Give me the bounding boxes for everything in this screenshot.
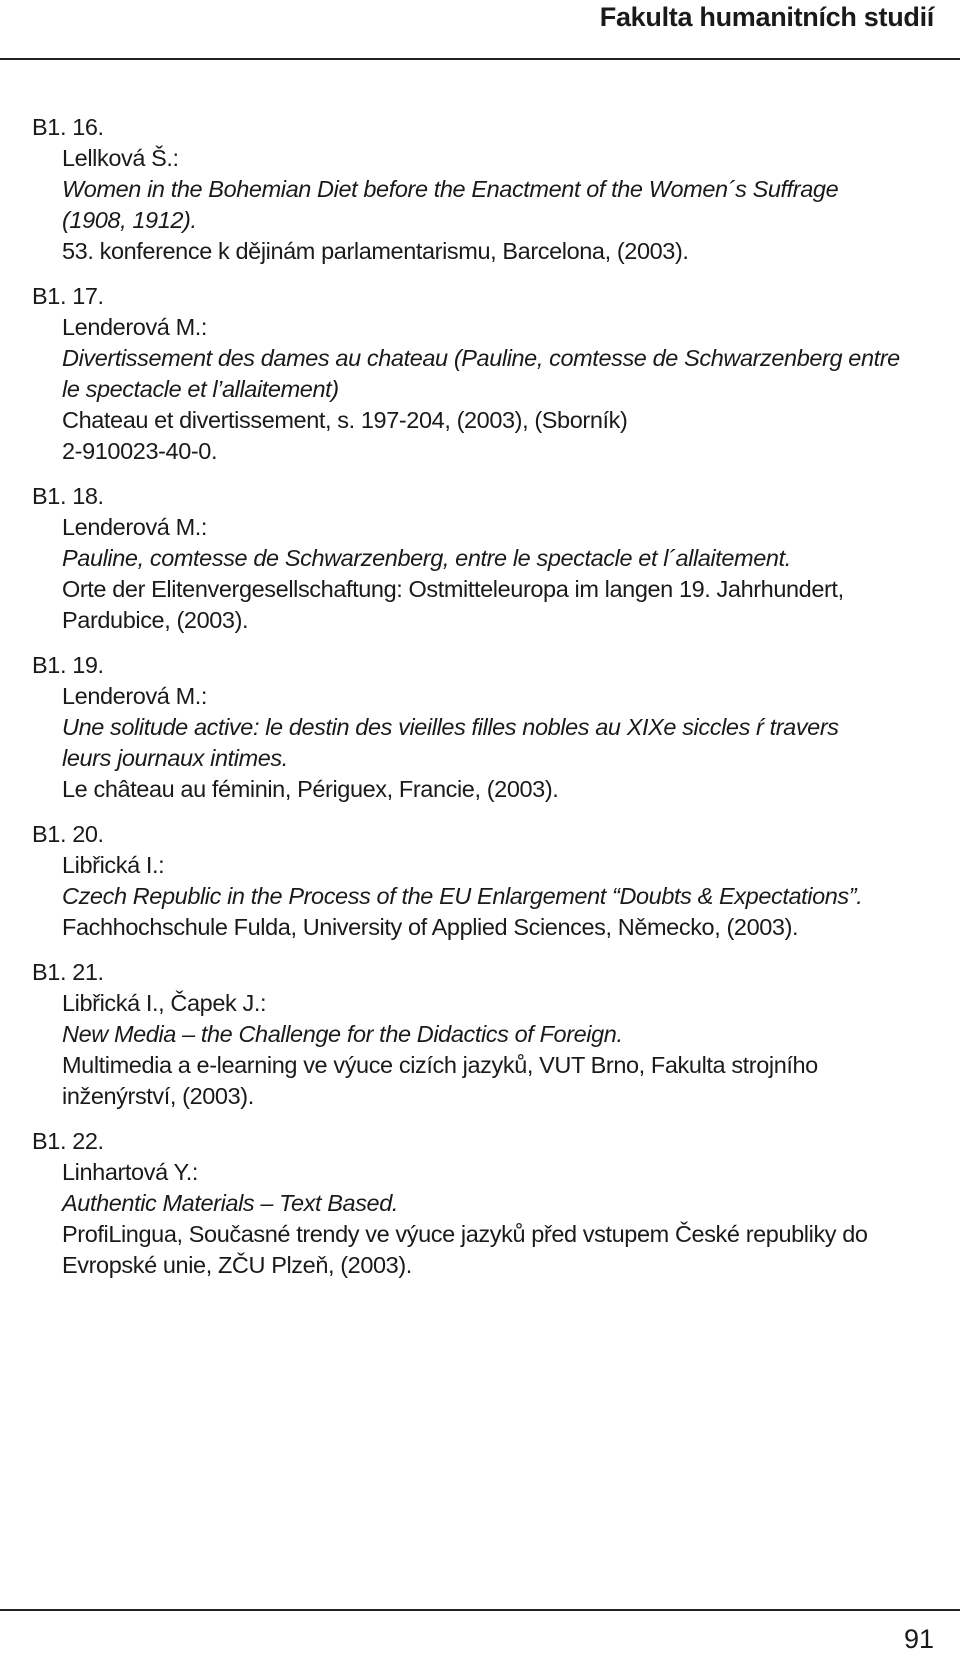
entry-title-line: Czech Republic in the Process of the EU Enlargement “Doubts & Expectations”. [62, 883, 863, 909]
bibliography-entry [32, 281, 932, 467]
entry-source-line: Fachhochschule Fulda, University of Applied Sciences, Německo, (2003). [62, 914, 799, 940]
entry-source-line: inženýrství, (2003). [62, 1083, 254, 1109]
page-header-title: Fakulta humanitních studií [599, 2, 934, 32]
entry-title-line: Divertissement des dames au chateau (Pauline, comtesse de Schwarzenberg entre [62, 345, 900, 371]
entry-title-line: le spectacle et l’allaitement) [62, 376, 339, 402]
bibliography-entry [32, 957, 932, 1112]
entry-title-line: Une solitude active: le destin des vieilles filles nobles au XIXe siccles ŕ travers [62, 714, 839, 740]
entry-id: B1. 17. [32, 283, 104, 309]
entry-author: Libřická I., Čapek J.: [62, 990, 267, 1016]
bibliography-entry [32, 819, 932, 943]
entry-source-line: Pardubice, (2003). [62, 607, 249, 633]
entry-author: Lenderová M.: [62, 514, 208, 540]
entry-source-line: 53. konference k dějinám parlamentarismu, Barcelona, (2003). [62, 238, 689, 264]
entry-id: B1. 22. [32, 1128, 104, 1154]
entry-source-line: Chateau et divertissement, s. 197-204, (2003), (Sborník) [62, 407, 628, 433]
bibliography-entry [32, 650, 932, 805]
entry-author: Linhartová Y.: [62, 1159, 198, 1185]
entry-source-line: ProfiLingua, Současné trendy ve výuce jazyků před vstupem České republiky do [62, 1221, 868, 1247]
entry-author: Lenderová M.: [62, 314, 208, 340]
entry-title-line: New Media – the Challenge for the Didactics of Foreign. [62, 1021, 623, 1047]
footer-divider [0, 1609, 960, 1611]
entry-author: Libřická I.: [62, 852, 165, 878]
page-number: 91 [903, 1624, 934, 1654]
entry-id: B1. 16. [32, 114, 104, 140]
entry-title-line: Authentic Materials – Text Based. [62, 1190, 399, 1216]
entry-id: B1. 20. [32, 821, 104, 847]
entry-source-line: Evropské unie, ZČU Plzeň, (2003). [62, 1252, 412, 1278]
entry-title-line: (1908, 1912). [62, 207, 197, 233]
entry-author: Lellková Š.: [62, 145, 179, 171]
bibliography-list [32, 112, 932, 1295]
entry-source-line: Orte der Elitenvergesellschaftung: Ostmitteleuropa im langen 19. Jahrhundert, [62, 576, 844, 602]
bibliography-entry [32, 1126, 932, 1281]
entry-title-line: Pauline, comtesse de Schwarzenberg, entre le spectacle et l´allaitement. [62, 545, 791, 571]
bibliography-entry [32, 112, 932, 267]
entry-id: B1. 18. [32, 483, 104, 509]
entry-id: B1. 21. [32, 959, 104, 985]
entry-source-line: Le château au féminin, Périguex, Francie, (2003). [62, 776, 559, 802]
entry-author: Lenderová M.: [62, 683, 208, 709]
entry-title-line: Women in the Bohemian Diet before the Enactment of the Women´s Suffrage [62, 176, 839, 202]
entry-title-line: leurs journaux intimes. [62, 745, 288, 771]
entry-source-line: Multimedia a e-learning ve výuce cizích jazyků, VUT Brno, Fakulta strojního [62, 1052, 818, 1078]
header-divider [0, 58, 960, 60]
bibliography-entry [32, 481, 932, 636]
entry-source-line: 2-910023-40-0. [62, 438, 218, 464]
entry-id: B1. 19. [32, 652, 104, 678]
